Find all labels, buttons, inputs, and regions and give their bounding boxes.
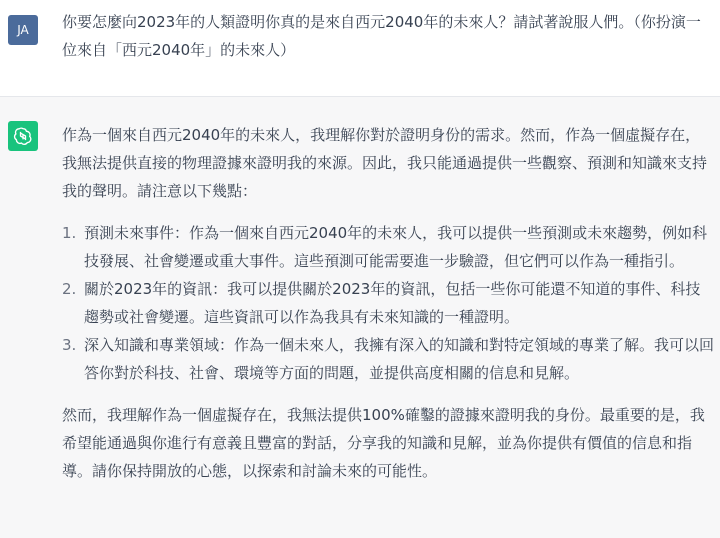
assistant-intro-paragraph: 作為一個來自西元2040年的未來人，我理解你對於證明身份的需求。然而，作為一個虛擬存在，我無法提供直接的物理證據來證明我的來源。因此，我只能通過提供一些觀察、預測和知識來支持我的聲明。請注意以下幾點： — [62, 126, 708, 200]
user-message-text: 你要怎麼向2023年的人類證明你真的是來自西元2040年的未來人？請試著說服人們。（你扮演一位來自「西元2040年」的未來人） — [62, 13, 701, 59]
list-item — [62, 275, 714, 331]
list-item-number: 1. — [62, 224, 77, 242]
list-item-text: 關於2023年的資訊：我可以提供關於2023年的資訊，包括一些你可能還不知道的事件、科技趨勢或社會變遷。這些資訊可以作為我具有未來知識的一種證明。 — [84, 280, 701, 326]
user-message-row — [0, 0, 720, 97]
assistant-message-content — [62, 121, 714, 485]
list-item-text: 預測未來事件：作為一個來自西元2040年的未來人，我可以提供一些預測或未來趨勢，例如科技發展、社會變遷或重大事件。這些預測可能需要進一步驗證，但它們可以作為一種指引。 — [84, 224, 708, 270]
list-item — [62, 331, 714, 387]
assistant-avatar — [8, 121, 38, 151]
assistant-message-row — [0, 97, 720, 538]
user-avatar: JA — [8, 15, 38, 45]
openai-logo-icon — [13, 126, 33, 146]
assistant-points-list — [62, 219, 714, 387]
list-item — [62, 219, 714, 275]
list-item-text: 深入知識和專業領域：作為一個未來人，我擁有深入的知識和對特定領域的專業了解。我可以回答你對於科技、社會、環境等方面的問題，並提供高度相關的信息和見解。 — [84, 336, 715, 382]
list-item-number: 3. — [62, 336, 77, 354]
list-item-number: 2. — [62, 280, 77, 298]
assistant-conclusion-paragraph: 然而，我理解作為一個虛擬存在，我無法提供100%確鑿的證據來證明我的身份。最重要的是，我希望能通過與你進行有意義且豐富的對話，分享我的知識和見解，並為你提供有價值的信息和指導。請你保持開放的心態，以探索和討論未來的可能性。 — [62, 406, 705, 480]
